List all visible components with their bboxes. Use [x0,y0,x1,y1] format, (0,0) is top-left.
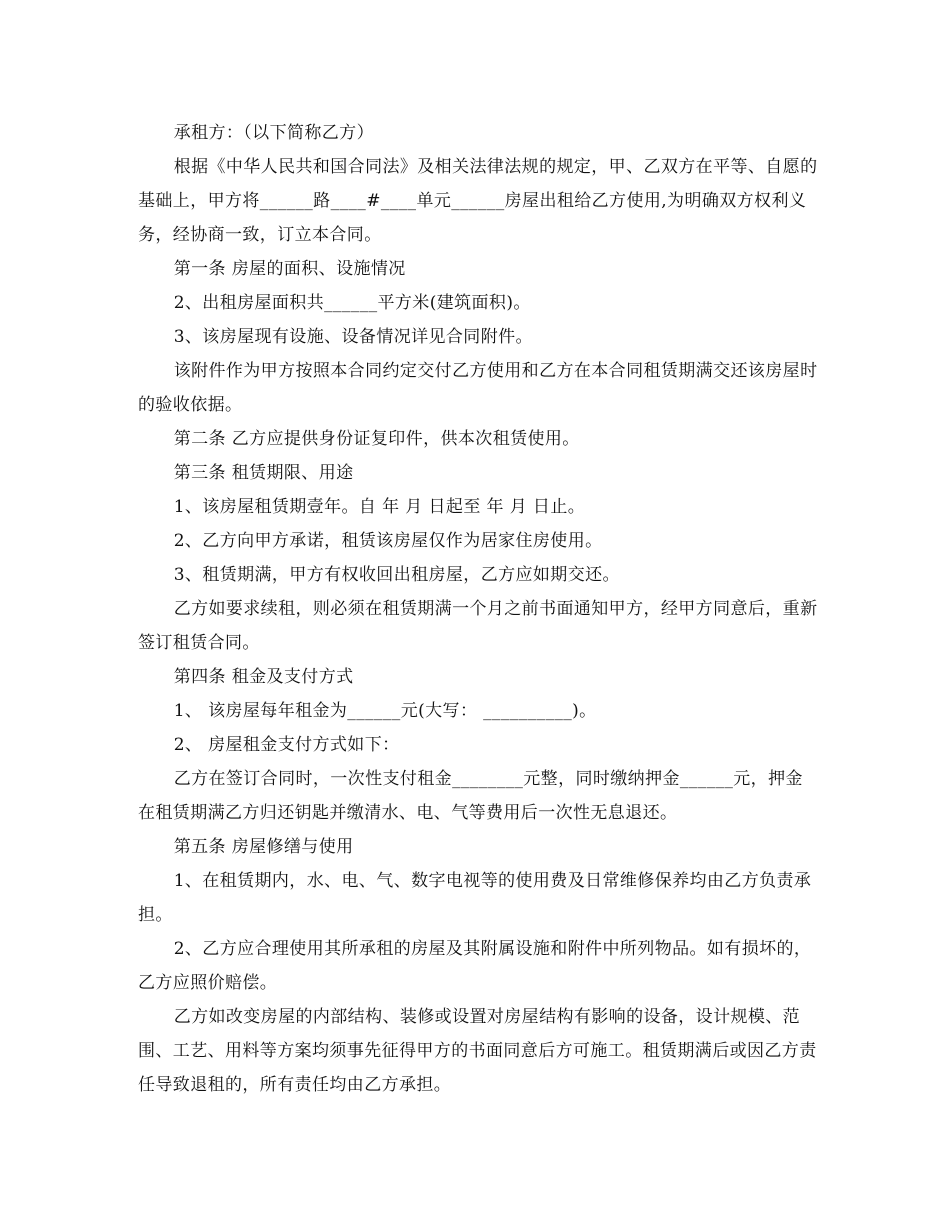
paragraph-facilities: 3、该房屋现有设施、设备情况详见合同附件。 [173,327,533,347]
paragraph-renovation: 乙方如改变房屋的内部结构、装修或设置对房屋结构有影响的设备，设计规模、范围、工艺、用料等方案均须事先征得甲方的书面同意后方可施工。租赁期满后或因乙方责任导致退租的，所有责任均由乙方承担。 [138,1007,817,1095]
paragraph-usage: 2、乙方向甲方承诺，租赁该房屋仅作为居家住房使用。 [173,531,603,551]
paragraph-renewal: 乙方如要求续租，则必须在租赁期满一个月之前书面通知甲方，经甲方同意后，重新签订租赁合同。 [138,599,818,653]
paragraph-annual-rent: 1、 该房屋每年租金为______元(大写： __________)。 [173,701,597,721]
contract-body [138,116,818,1102]
paragraph-payment-method: 2、 房屋租金支付方式如下： [173,735,400,755]
heading-article-4: 第四条 租金及支付方式 [173,667,354,687]
paragraph-return: 3、租赁期满，甲方有权收回出租房屋，乙方应如期交还。 [173,565,620,585]
paragraph-damage: 2、乙方应合理使用其所承租的房屋及其附属设施和附件中所列物品。如有损坏的，乙方应照价赔偿。 [138,939,812,993]
paragraph-area: 2、出租房屋面积共______平方米(建筑面积)。 [173,293,531,313]
paragraph-attachment: 该附件作为甲方按照本合同约定交付乙方使用和乙方在本合同租赁期满交还该房屋时的验收依据。 [138,361,818,415]
heading-article-2: 第二条 乙方应提供身份证复印件，供本次租赁使用。 [173,429,580,449]
heading-article-1: 第一条 房屋的面积、设施情况 [173,259,406,279]
paragraph-term: 1、该房屋租赁期壹年。自 年 月 日起至 年 月 日止。 [173,497,586,517]
paragraph-deposit: 乙方在签订合同时，一次性支付租金________元整，同时缴纳押金______元，押金在租赁期满乙方归还钥匙并缴清水、电、气等费用后一次性无息退还。 [138,769,803,823]
paragraph-lessee: 承租方：（以下简称乙方） [173,123,374,143]
paragraph-preamble: 根据《中华人民共和国合同法》及相关法律法规的规定，甲、乙双方在平等、自愿的基础上，甲方将______路____#____单元______房屋出租给乙方使用,为明确双方权利义务，经协商一致，订立本合同。 [138,157,818,245]
heading-article-3: 第三条 租赁期限、用途 [173,463,354,483]
heading-article-5: 第五条 房屋修缮与使用 [173,837,354,857]
paragraph-utilities: 1、在租赁期内，水、电、气、数字电视等的使用费及日常维修保养均由乙方负责承担。 [138,871,812,925]
